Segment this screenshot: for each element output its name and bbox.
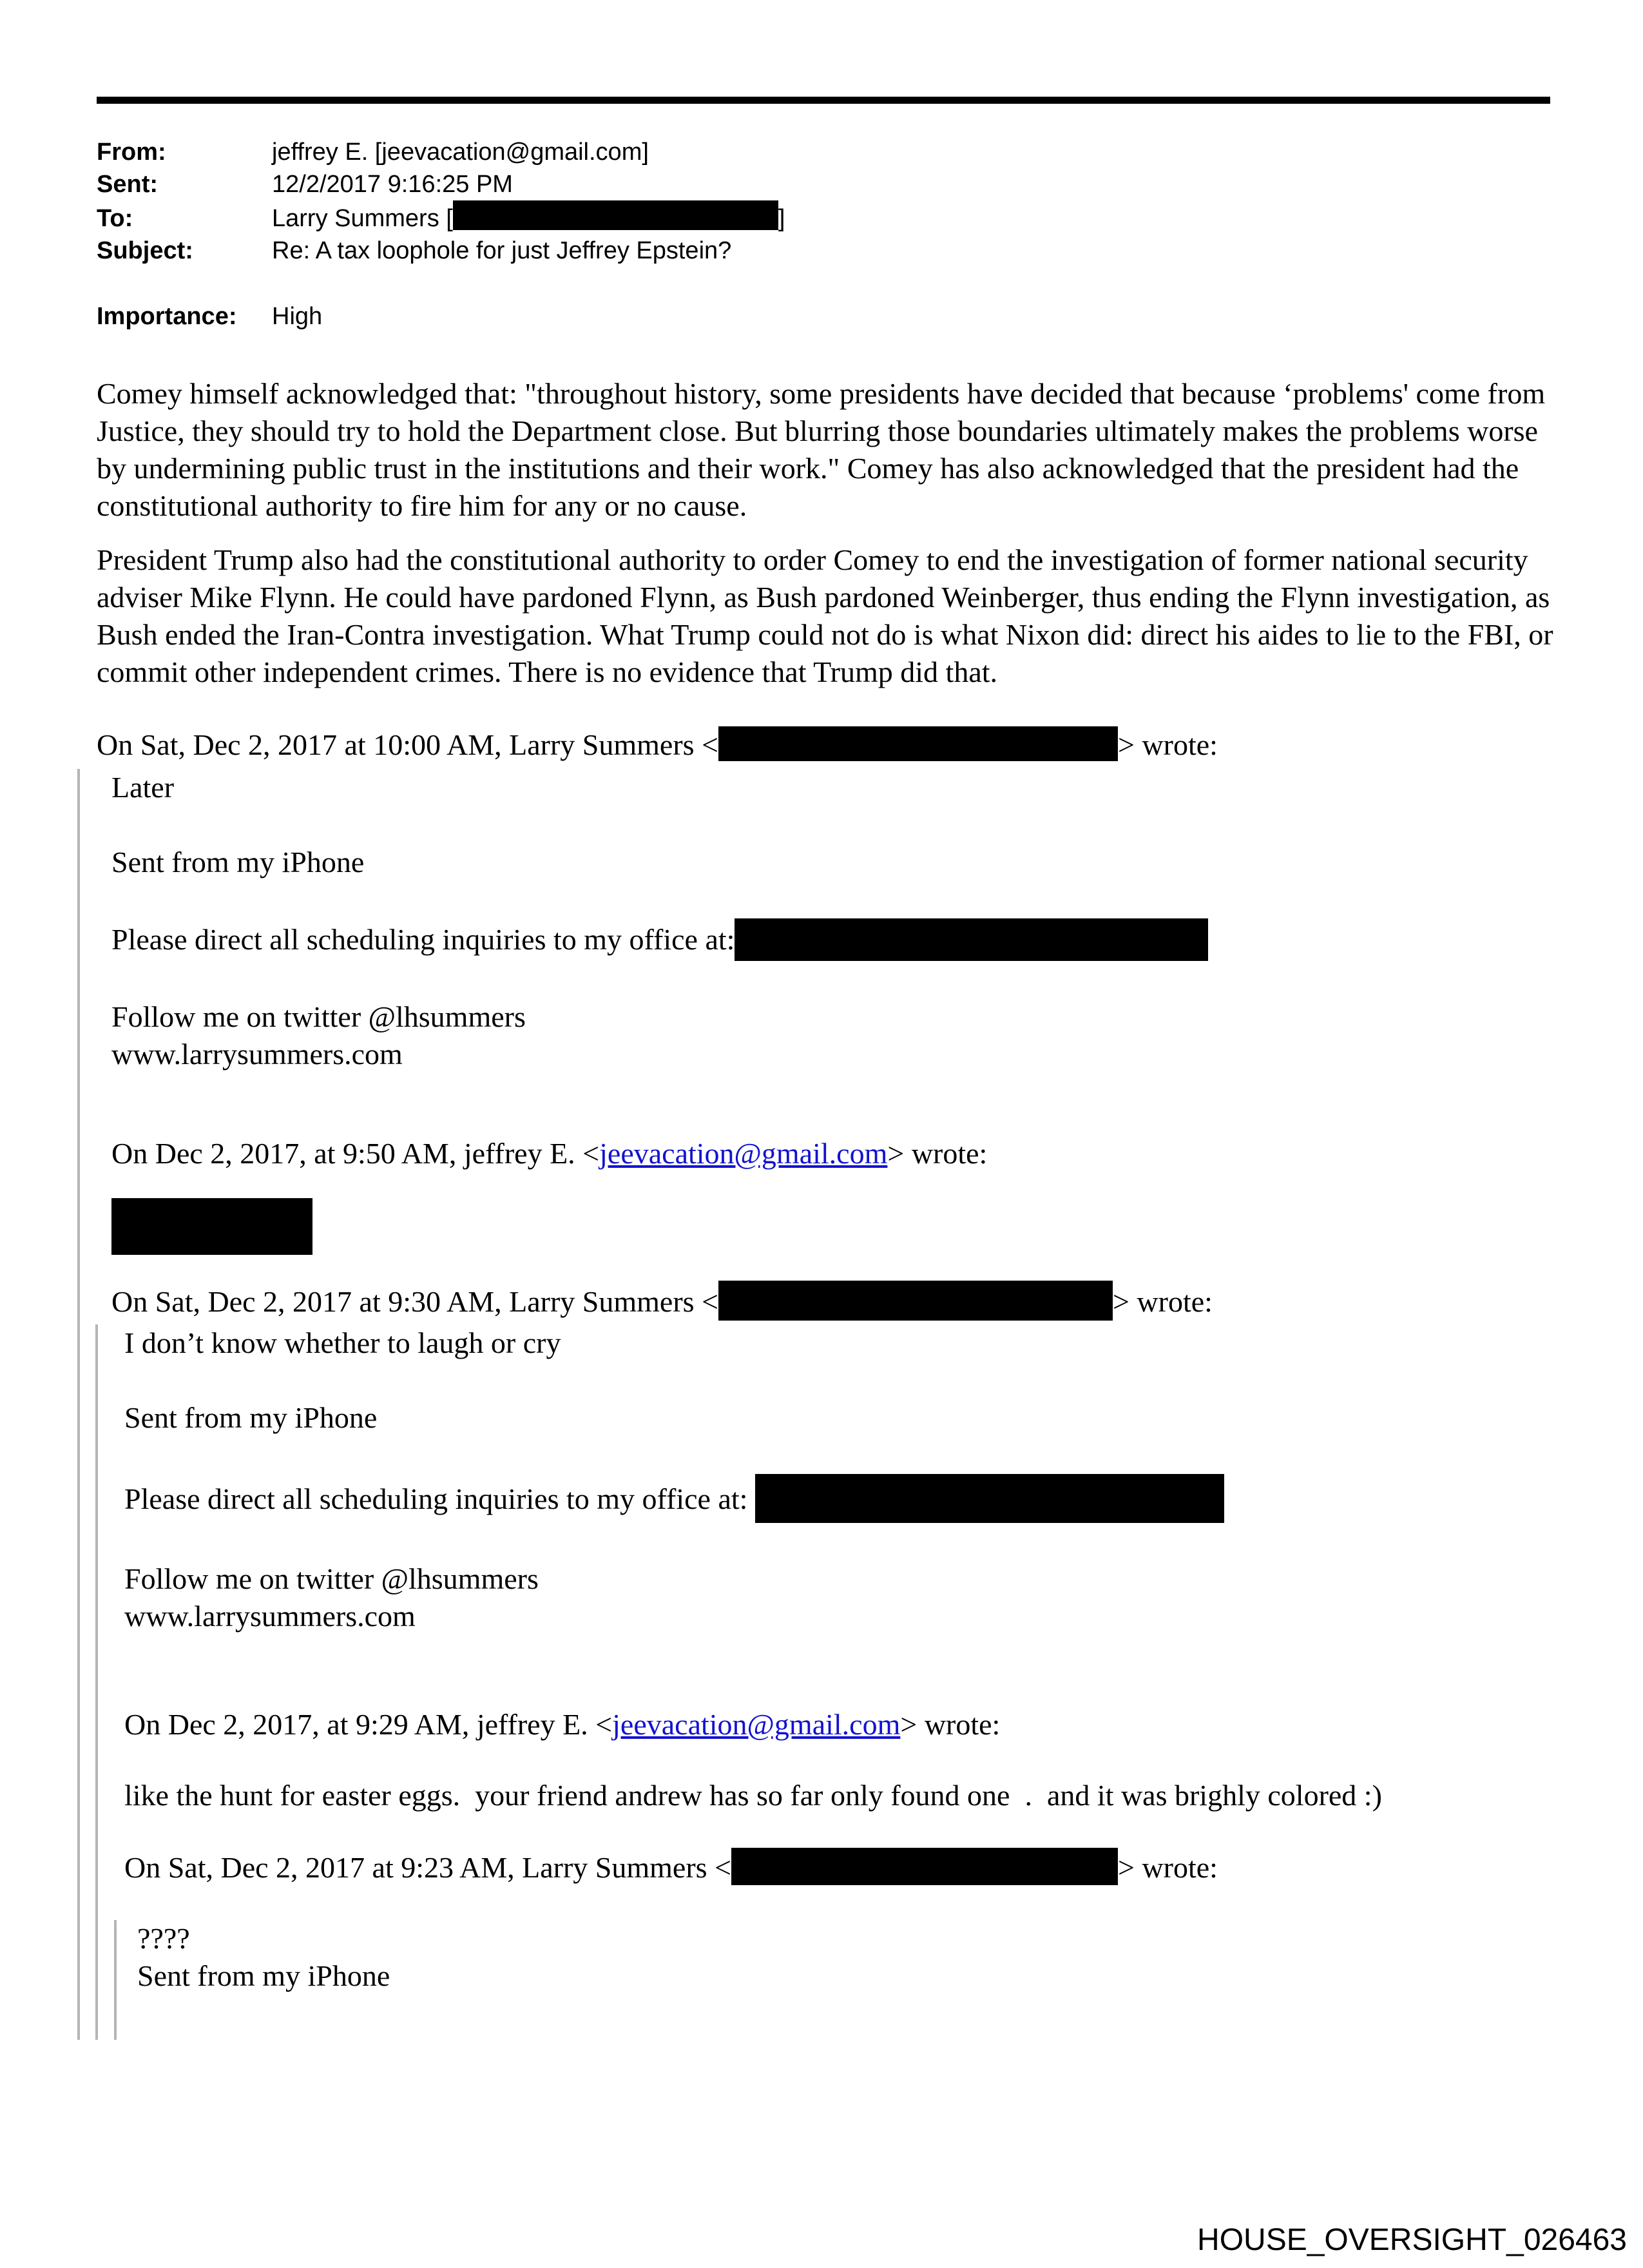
quote-heading-text: > wrote:	[1118, 728, 1218, 761]
document-page	[0, 97, 1643, 2268]
scheduling-line	[111, 918, 1561, 961]
header-row-from	[97, 136, 1561, 168]
quote-heading-text: > wrote:	[1118, 1851, 1218, 1884]
body-paragraph-2: President Trump also had the constitutional authority to order Comey to end the investigation of former national security adviser Mike Flynn. He could have pardoned Flynn, as Bush pardoned Weinberger, thus ending the Flynn investigation, as Bush ended the Iran-Contra investigation. What Trump could not do is what Nixon did: direct his aides to lie to the FBI, or commit other independent crimes. There is no evidence that Trump did that.	[97, 543, 1553, 688]
redaction-box	[755, 1474, 1224, 1523]
quote-heading-929am	[124, 1706, 1561, 1743]
quote-level-2	[95, 1324, 1561, 2040]
redaction-box	[111, 1198, 312, 1255]
from-value: jeffrey E. [jeevacation@gmail.com]	[272, 139, 649, 166]
email-body	[97, 375, 1561, 2040]
header-row-sent	[97, 168, 1561, 200]
signature-website: www.larrysummers.com	[111, 1038, 403, 1071]
quote-heading-923am	[124, 1848, 1561, 1886]
redaction-box	[735, 918, 1208, 961]
quote-heading-text: On Dec 2, 2017, at 9:50 AM, jeffrey E. <	[111, 1137, 600, 1170]
quote-heading-text: > wrote:	[1113, 1285, 1213, 1318]
quote-level-3	[114, 1920, 1561, 2040]
signature-sent-from-iphone: Sent from my iPhone	[111, 846, 365, 878]
quote-heading-950am	[111, 1135, 1561, 1172]
signature-twitter: Follow me on twitter @lhsummers	[111, 1000, 526, 1033]
scheduling-text: Please direct all scheduling inquiries to my office at:	[124, 1482, 755, 1515]
quote-heading-text: On Sat, Dec 2, 2017 at 10:00 AM, Larry Summers <	[97, 728, 718, 761]
quote-heading-text: > wrote:	[900, 1708, 1001, 1741]
quote-heading-text: On Sat, Dec 2, 2017 at 9:30 AM, Larry Summers <	[111, 1285, 718, 1318]
quote-heading-text: On Sat, Dec 2, 2017 at 9:23 AM, Larry Summers <	[124, 1851, 731, 1884]
redaction-box	[731, 1848, 1118, 1885]
header-row-importance	[97, 300, 1561, 333]
signature-sent-from-iphone: Sent from my iPhone	[124, 1401, 378, 1434]
quote-line-later: Later	[111, 771, 175, 804]
to-label: To:	[97, 205, 133, 232]
sent-label: Sent:	[97, 171, 158, 198]
email-header	[97, 136, 1561, 333]
to-value-prefix: Larry Summers [	[272, 205, 453, 232]
subject-value: Re: A tax loophole for just Jeffrey Epstein?	[272, 237, 732, 264]
header-row-subject	[97, 235, 1561, 267]
quote-heading-1000am	[97, 726, 1561, 764]
scheduling-text: Please direct all scheduling inquiries to my office at:	[111, 923, 735, 956]
header-row-to	[97, 200, 1561, 235]
quote-heading-text: > wrote:	[887, 1137, 988, 1170]
redaction-box	[453, 200, 778, 230]
signature-website: www.larrysummers.com	[124, 1600, 416, 1633]
redaction-box	[718, 1281, 1113, 1321]
quote-heading-text: On Dec 2, 2017, at 9:29 AM, jeffrey E. <	[124, 1708, 613, 1741]
importance-label: Importance:	[97, 303, 237, 330]
quote-line-laugh-or-cry: I don’t know whether to laugh or cry	[124, 1326, 561, 1359]
to-value-suffix: ]	[778, 205, 785, 232]
body-paragraph-1: Comey himself acknowledged that: "throughout history, some presidents have decided that because ‘problems' come from Justice, they should try to hold the Department close. But blurring those boundaries ultimately makes the problems worse by undermining public trust in the institutions and their work." Comey has also acknowledged that the president had the constitutional authority to fire him for any or no cause.	[97, 377, 1546, 522]
quote-level-1	[77, 769, 1561, 2040]
signature-sent-from-iphone: Sent from my iPhone	[137, 1959, 390, 1992]
header-rule	[97, 97, 1550, 104]
signature-twitter: Follow me on twitter @lhsummers	[124, 1562, 539, 1595]
sent-value: 12/2/2017 9:16:25 PM	[272, 171, 513, 198]
email-address-link[interactable]: jeevacation@gmail.com	[599, 1137, 888, 1170]
quote-line-easter-eggs: like the hunt for easter eggs. your friend andrew has so far only found one . and it was brighly colored :)	[124, 1779, 1382, 1812]
scheduling-line	[124, 1474, 1561, 1523]
from-label: From:	[97, 139, 166, 166]
importance-value: High	[272, 303, 323, 330]
subject-label: Subject:	[97, 237, 193, 264]
redaction-box	[718, 726, 1118, 761]
quote-line-question-marks: ????	[137, 1922, 190, 1955]
email-address-link[interactable]: jeevacation@gmail.com	[612, 1708, 901, 1741]
quote-heading-930am	[111, 1281, 1561, 1321]
bates-number: HOUSE_OVERSIGHT_026463	[1197, 2223, 1627, 2257]
